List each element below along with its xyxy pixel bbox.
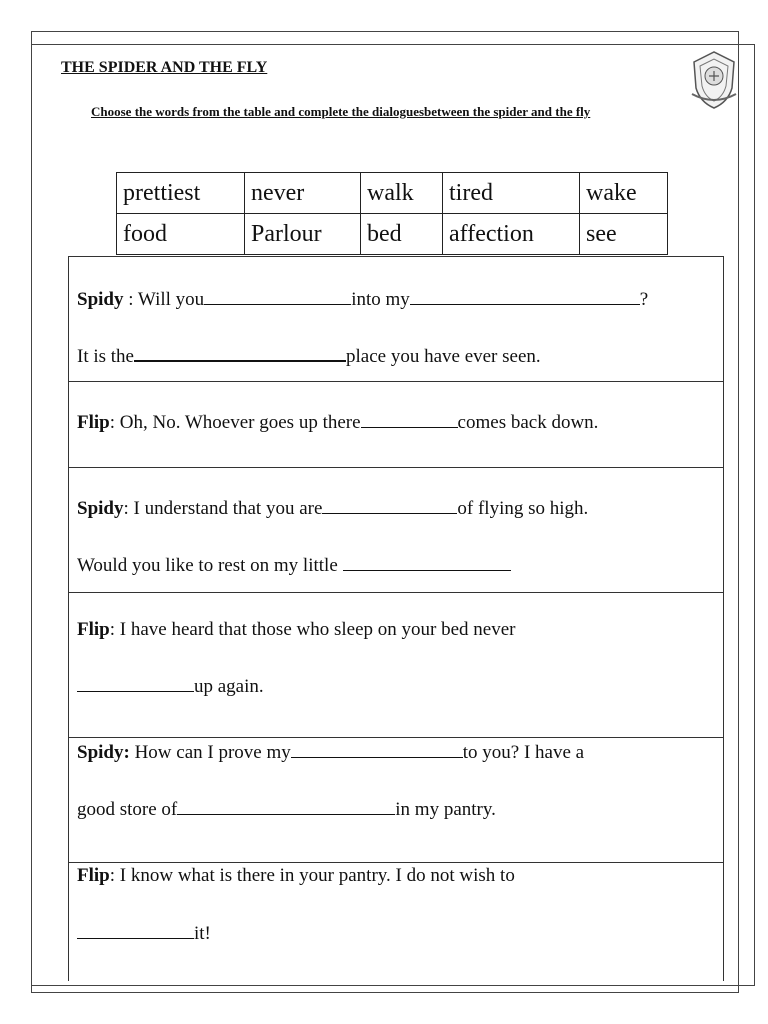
word-cell: tired [443,173,580,214]
dialogue-line: Flip: I know what is there in your pantry. I do not wish to [77,865,515,886]
word-cell: never [245,173,361,214]
answer-blank[interactable] [322,499,457,514]
answer-blank[interactable] [77,924,194,939]
word-cell: Parlour [245,214,361,255]
dialogue-section-spidy-3 [69,738,723,863]
dialogue-line: Would you like to rest on my little [77,555,511,577]
word-cell: see [580,214,668,255]
frame-bottom-line [31,992,738,993]
word-table [116,172,668,255]
dialogue-line: Flip: Oh, No. Whoever goes up there comes back down. [77,412,599,433]
speaker-name: Flip [77,412,110,433]
answer-blank[interactable] [361,413,458,428]
dialogue-section-flip-1 [69,382,723,468]
answer-blank[interactable] [134,346,346,362]
dialogue-line: Spidy: How can I prove my to you? I have a [77,742,585,763]
word-cell: walk [361,173,443,214]
dialogue-line: up again. [77,676,264,698]
dialogue-section-flip-3 [69,863,723,981]
page-title: THE SPIDER AND THE FLY [61,59,268,76]
word-table-row [117,214,668,255]
dialogue-section-flip-2 [69,593,723,738]
dialogue-line: Spidy: I understand that you are of flying so high. [77,498,589,519]
frame-right-line [738,31,739,993]
word-cell: food [117,214,245,255]
speaker-name: Spidy: [77,742,130,763]
answer-blank[interactable] [343,556,511,571]
word-table-row [117,173,668,214]
dialogue-section-spidy-1 [69,257,723,382]
answer-blank[interactable] [410,290,640,305]
word-cell: affection [443,214,580,255]
dialogue-box [68,256,724,981]
word-cell: bed [361,214,443,255]
dialogue-line: Flip: I have heard that those who sleep on your bed never [77,619,516,640]
speaker-name: Flip [77,619,110,640]
school-crest-icon [688,48,740,110]
dialogue-line: good store of in my pantry. [77,799,496,820]
answer-blank[interactable] [177,800,395,815]
instruction-text: Choose the words from the table and complete the dialoguesbetween the spider and the fly [91,104,591,119]
speaker-name: Flip [77,865,110,886]
answer-blank[interactable] [204,290,351,305]
answer-blank[interactable] [77,677,194,692]
frame-left-line [31,31,32,993]
dialogue-line: it! [77,923,211,945]
answer-blank[interactable] [291,743,463,758]
dialogue-section-spidy-2 [69,468,723,593]
speaker-name: Spidy [77,498,124,519]
word-cell: wake [580,173,668,214]
frame-top-line [31,31,738,32]
word-cell: prettiest [117,173,245,214]
dialogue-line: Spidy : Will you into my ? [77,289,649,310]
speaker-name: Spidy [77,289,124,310]
dialogue-line: It is the place you have ever seen. [77,346,541,367]
